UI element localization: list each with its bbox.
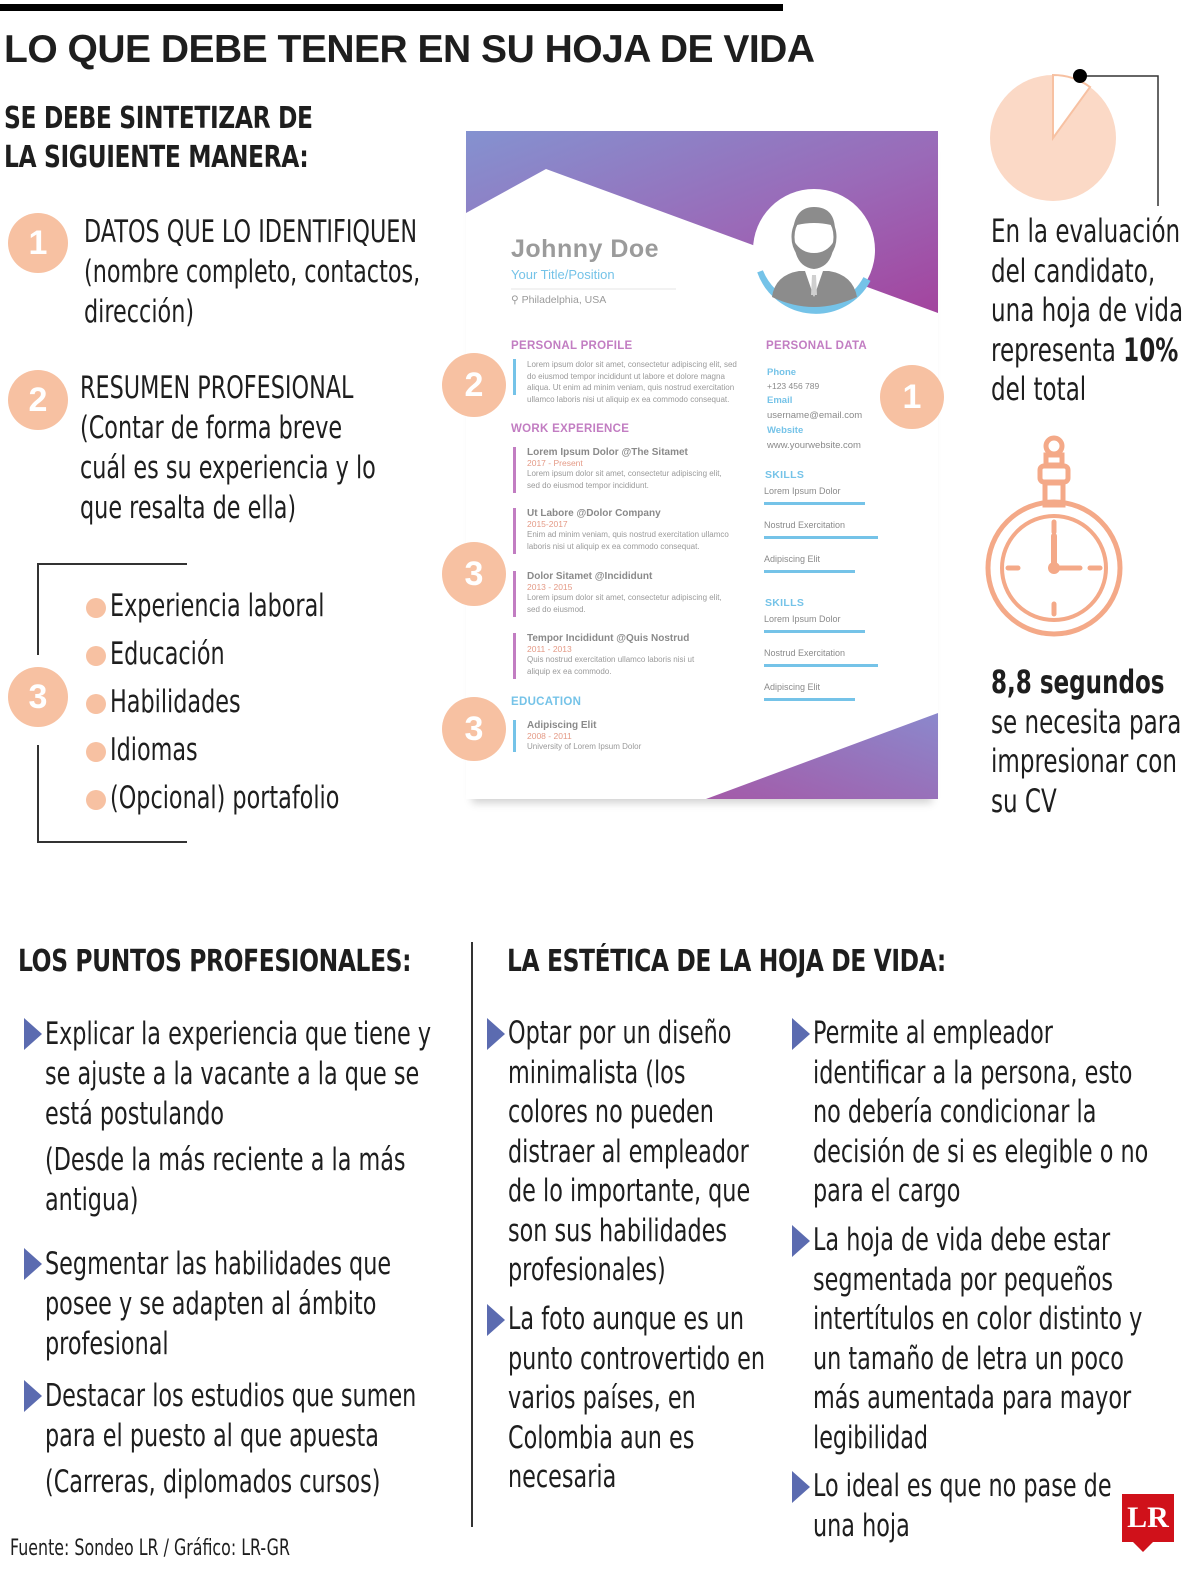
skills-list-2: [764, 614, 894, 716]
bullet-dot: [86, 742, 106, 762]
arrow-bullet-icon: [487, 1304, 505, 1336]
bullet-text: (Opcional) portafolio: [110, 780, 340, 816]
profile-line: aliqua. Ut enim ad minim veniam, quis nostrud exercitation: [527, 383, 735, 392]
estetica-item-text: [508, 1300, 765, 1498]
item-2-text: [80, 368, 376, 528]
estetica-line: varios países, en: [508, 1380, 696, 1416]
job-bar: [513, 571, 516, 617]
email-value: username@email.com: [767, 410, 863, 421]
estetica-line: distraer al empleador: [508, 1133, 749, 1170]
bullet-dot: [86, 694, 106, 714]
puntos-line: posee y se adapten al ámbito: [45, 1286, 377, 1322]
estetica-line: Colombia aun es: [508, 1419, 695, 1456]
personal-profile-heading: PERSONAL PROFILE: [511, 340, 633, 352]
bullet-text: Experiencia laboral: [110, 588, 325, 624]
skill-name: Adipiscing Elit: [764, 554, 821, 564]
profile-line: do eiusmod tempor incididunt ut labore et dolore magna: [527, 371, 725, 381]
job-text: sed do eiusmod tempor incididunt.: [527, 480, 649, 490]
resume-badge-3b: 3: [442, 697, 506, 761]
arrow-bullet-icon: [792, 1471, 810, 1503]
job-title: Lorem Ipsum Dolor @The Sitamet: [527, 447, 688, 458]
bracket-left-bottom: [37, 745, 39, 843]
skill-row: [764, 614, 894, 648]
bullet-dot: [86, 790, 106, 810]
item-1-line: (nombre completo, contactos,: [84, 254, 421, 290]
estetica-line: colores no pueden: [508, 1094, 714, 1130]
eval-prefix: representa: [991, 330, 1124, 369]
eval-line: [991, 331, 1183, 371]
estetica-line: minimalista (los: [508, 1054, 686, 1091]
skill-name: Adipiscing Elit: [764, 682, 821, 692]
estetica-line: para el cargo: [813, 1173, 961, 1209]
time-line: impresionar con: [991, 742, 1177, 780]
job-date: 2011 - 2013: [527, 644, 572, 654]
time-value: 8,8 segundos: [991, 663, 1165, 701]
job-date: 2017 - Present: [527, 458, 583, 468]
top-rule: [0, 4, 783, 11]
arrow-bullet-icon: [24, 1248, 42, 1280]
resume-mockup: [466, 131, 938, 799]
time-line: su CV: [991, 781, 1057, 820]
job-text: laboris nisi ut aliquip ex ea commodo consequat.: [527, 541, 700, 551]
job-text: Quis nostrud exercitation ullamco laboris nisi ut: [527, 655, 695, 664]
number-badge-3: 3: [8, 667, 68, 727]
job-text: sed do eiusmod.: [527, 604, 586, 614]
bullet-text: Habilidades: [110, 684, 241, 720]
skill-name: Nostrud Exercitation: [764, 648, 846, 658]
lr-logo: LR: [1122, 1494, 1174, 1542]
estetica-line: punto controvertido en: [508, 1340, 766, 1377]
skill-bar: [764, 698, 855, 701]
estetica-line: La foto aunque es un: [508, 1301, 745, 1337]
job-title: Ut Labore @Dolor Company: [527, 508, 661, 519]
skill-bar: [764, 502, 865, 505]
item-1-line: DATOS QUE LO IDENTIFIQUEN: [84, 214, 418, 250]
bullet-dot: [86, 646, 106, 666]
page-title: LO QUE DEBE TENER EN SU HOJA DE VIDA: [4, 28, 815, 71]
estetica-line: son sus habilidades: [508, 1212, 728, 1249]
eval-line: del candidato,: [991, 251, 1156, 290]
personal-data-heading: PERSONAL DATA: [766, 340, 868, 352]
job-text: aliquip ex ea commodo.: [527, 666, 612, 676]
skill-name: Lorem Ipsum Dolor: [764, 486, 841, 496]
bracket-left-top: [37, 563, 39, 655]
resume-position: Your Title/Position: [511, 267, 615, 282]
item-2-line: cuál es su experiencia y lo: [80, 450, 376, 486]
eval-line: del total: [991, 370, 1087, 408]
profile-bar: [513, 359, 516, 395]
estetica-item-text: [813, 1221, 1142, 1458]
time-line: se necesita para: [991, 702, 1182, 741]
estetica-line: un tamaño de letra un poco: [813, 1340, 1124, 1377]
profile-line: Lorem ipsum dolor sit amet, consectetur adipiscing elit, sed: [527, 360, 737, 369]
puntos-line: se ajuste a la vacante a la que se: [45, 1056, 420, 1092]
source-credit: Fuente: Sondeo LR / Gráfico: LR-GR: [10, 1536, 290, 1561]
section-title-puntos: LOS PUNTOS PROFESIONALES:: [18, 944, 412, 979]
puntos-item-text: [45, 1376, 416, 1502]
job-entry: [527, 508, 729, 552]
bracket-bottom: [37, 841, 187, 843]
stopwatch-icon: [983, 432, 1128, 640]
puntos-note: antigua): [45, 1182, 139, 1218]
estetica-item-text: [813, 1467, 1112, 1546]
lr-logo-tail: [1133, 1542, 1153, 1552]
education-heading: EDUCATION: [511, 696, 582, 708]
bullet-dot: [86, 598, 106, 618]
skill-row: [764, 486, 894, 520]
bullet-text: Educación: [110, 636, 225, 672]
job-text: Lorem ipsum dolor sit amet, consectetur adipiscing elit,: [527, 469, 722, 478]
phone-label: Phone: [767, 367, 797, 378]
education-title: Adipiscing Elit: [527, 720, 597, 731]
resume-badge-2: 2: [442, 353, 506, 417]
job-bar: [513, 447, 516, 493]
estetica-line: necesaria: [508, 1459, 617, 1495]
estetica-line: de lo importante, que: [508, 1173, 751, 1209]
estetica-line: Optar por un diseño: [508, 1015, 732, 1051]
arrow-bullet-icon: [792, 1018, 810, 1050]
estetica-line: una hoja: [813, 1507, 910, 1544]
estetica-line: segmentada por pequeños: [813, 1261, 1113, 1298]
puntos-item-text: [45, 1014, 431, 1220]
puntos-line: Explicar la experiencia que tiene y: [45, 1016, 432, 1052]
skill-name: Nostrud Exercitation: [764, 520, 846, 530]
eval-percent: 10%: [1123, 330, 1179, 369]
estetica-line: Lo ideal es que no pase de: [813, 1468, 1112, 1504]
job-entry: [527, 447, 722, 491]
arrow-bullet-icon: [24, 1380, 42, 1412]
item-2-line: que resalta de ella): [80, 490, 297, 526]
skill-row: [764, 682, 894, 716]
skill-bar: [764, 570, 855, 573]
education-bar: [513, 720, 516, 752]
job-entry: [527, 633, 694, 677]
puntos-item-text: [45, 1244, 391, 1364]
puntos-line: profesional: [45, 1326, 169, 1362]
education-school: University of Lorem Ipsum Dolor: [527, 742, 642, 751]
job-entry: [527, 571, 722, 615]
skill-bar: [764, 536, 878, 539]
skill-row: [764, 648, 894, 682]
section-title-estetica: LA ESTÉTICA DE LA HOJA DE VIDA:: [507, 944, 946, 979]
estetica-line: no debería condicionar la: [813, 1094, 1097, 1130]
eval-text: [991, 212, 1183, 410]
arrow-bullet-icon: [487, 1018, 505, 1050]
location-pin-icon: ⚲: [511, 294, 522, 306]
estetica-line: más aumentada para mayor: [813, 1380, 1132, 1416]
eval-line: En la evaluación: [991, 212, 1181, 250]
estetica-line: intertítulos en color distinto y: [813, 1301, 1143, 1337]
pie-leader-dot: [1073, 69, 1087, 83]
avatar: [743, 179, 885, 321]
puntos-line: para el puesto al que apuesta: [45, 1418, 379, 1454]
contact-block: [767, 365, 862, 453]
estetica-line: Permite al empleador: [813, 1015, 1053, 1051]
job-date: 2013 - 2015: [527, 582, 573, 592]
website-value: www.yourwebsite.com: [767, 440, 861, 451]
work-experience-heading: WORK EXPERIENCE: [511, 423, 630, 435]
column-divider: [471, 942, 473, 1527]
estetica-line: legibilidad: [813, 1419, 929, 1456]
item-1-line: dirección): [84, 294, 195, 330]
puntos-note: (Carreras, diplomados cursos): [45, 1464, 381, 1500]
estetica-item-text: [813, 1014, 1148, 1212]
skill-bar: [764, 664, 878, 667]
job-bar: [513, 508, 516, 554]
puntos-line: Segmentar las habilidades que: [45, 1246, 392, 1282]
skill-name: Lorem Ipsum Dolor: [764, 614, 841, 624]
section-title-sintetizar-2: LA SIGUIENTE MANERA:: [4, 140, 309, 175]
resume-location-text: Philadelphia, USA: [521, 294, 607, 306]
puntos-line: está postulando: [45, 1096, 225, 1132]
website-label: Website: [767, 425, 804, 436]
pie-chart: [985, 66, 1165, 216]
estetica-item-text: [508, 1014, 750, 1291]
bullet-text: Idiomas: [110, 732, 198, 768]
item-2-line: (Contar de forma breve: [80, 410, 343, 446]
puntos-line: Destacar los estudios que sumen: [45, 1378, 417, 1414]
skills-heading-1: SKILLS: [765, 469, 805, 481]
job-text: Enim ad minim veniam, quis nostrud exercitation ullamco: [527, 530, 729, 539]
job-bar: [513, 633, 516, 679]
item-2-line: RESUMEN PROFESIONAL: [80, 370, 354, 406]
resume-location: [511, 294, 606, 306]
phone-value: +123 456 789: [767, 381, 820, 391]
time-text: [991, 663, 1181, 821]
arrow-bullet-icon: [24, 1018, 42, 1050]
job-title: Dolor Sitamet @Incididunt: [527, 571, 653, 582]
estetica-line: decisión de si es elegible o no: [813, 1133, 1149, 1170]
skills-heading-2: SKILLS: [765, 597, 805, 609]
arrow-bullet-icon: [792, 1225, 810, 1257]
email-label: Email: [767, 395, 793, 406]
skill-row: [764, 554, 894, 588]
job-date: 2015-2017: [527, 519, 568, 529]
skills-list-1: [764, 486, 894, 588]
eval-line: una hoja de vida: [991, 291, 1184, 329]
profile-line: ullamco laboris nisi ut aliquip ex ea commodo consequat.: [527, 394, 730, 404]
estetica-line: profesionales): [508, 1252, 666, 1288]
resume-badge-3: 3: [442, 542, 506, 606]
profile-text: [527, 359, 737, 405]
education-date: 2008 - 2011: [527, 731, 572, 741]
job-text: Lorem ipsum dolor sit amet, consectetur adipiscing elit,: [527, 593, 722, 602]
estetica-line: identificar a la persona, esto: [813, 1054, 1133, 1091]
job-title: Tempor Incididunt @Quis Nostrud: [527, 633, 690, 644]
education-entry: [527, 720, 641, 753]
number-badge-2: 2: [8, 370, 68, 430]
resume-name: Johnny Doe: [511, 235, 660, 263]
bracket-top: [37, 563, 187, 565]
puntos-note: (Desde la más reciente a la más: [45, 1142, 406, 1178]
section-title-sintetizar-1: SE DEBE SINTETIZAR DE: [4, 101, 313, 136]
estetica-line: La hoja de vida debe estar: [813, 1222, 1111, 1258]
number-badge-1: 1: [8, 213, 68, 273]
skill-row: [764, 520, 894, 554]
skill-bar: [764, 630, 865, 633]
item-1-text: [84, 212, 420, 332]
resume-badge-1: 1: [880, 365, 944, 429]
